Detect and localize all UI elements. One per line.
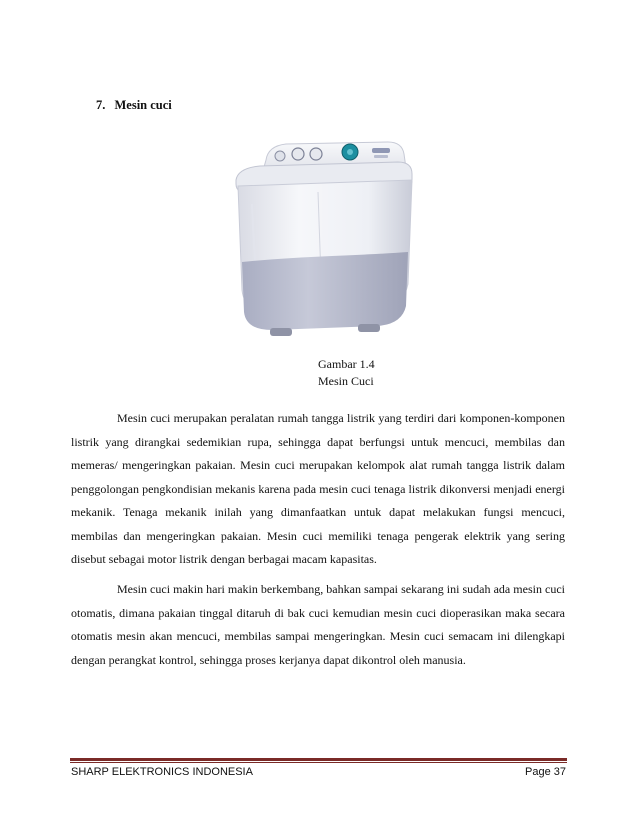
section-number: 7. [96,98,106,112]
washing-machine-illustration [222,134,422,348]
section-heading [96,98,172,113]
figure-caption [318,356,375,390]
caption-figure-title: Mesin Cuci [318,374,374,388]
washing-machine-image [222,134,422,348]
footer-company: SHARP ELEKTRONICS INDONESIA [71,766,253,778]
paragraph-2 [71,578,565,672]
caption-figure-number: Gambar 1.4 [318,357,375,371]
footer-rule-thin [70,762,567,763]
footer-rule [70,758,567,761]
section-title: Mesin cuci [114,98,172,112]
paragraph-1-text: Mesin cuci merupakan peralatan rumah tangga listrik yang terdiri dari komponen-komponen listrik yang dirangkai sedemikian rupa, sehingga dapat berfungsi untuk mencuci, membilas dan memeras/ mengeringkan pakaian. Mesin cuci merupakan kelompok alat rumah tangga listrik dalam penggolongan pengkondisian mekanis karena pada mesin cuci tenaga listrik dikonversi menjadi energi mekanik. Tenaga mekanik inilah yang dimanfaatkan untuk dapat melakukan fungsi mencuci, membilas dan mengeringkan pakaian. Mesin cuci memiliki tenaga pengerak elektrik yang sering disebut sebagai motor listrik dengan berbagai macam kapasitas. [71,411,565,566]
footer-page-number: Page 37 [525,766,566,778]
paragraph-1 [71,407,565,572]
paragraph-2-text: Mesin cuci makin hari makin berkembang, bahkan sampai sekarang ini sudah ada mesin cuci otomatis, dimana pakaian tinggal ditaruh di bak cuci kemudian mesin cuci dioperasikan maka secara otomatis mesin akan mencuci, membilas sampai mengeringkan. Mesin cuci semacam ini dilengkapi dengan perangkat kontrol, sehingga proses kerjanya dapat dikontrol oleh manusia. [71,582,565,667]
